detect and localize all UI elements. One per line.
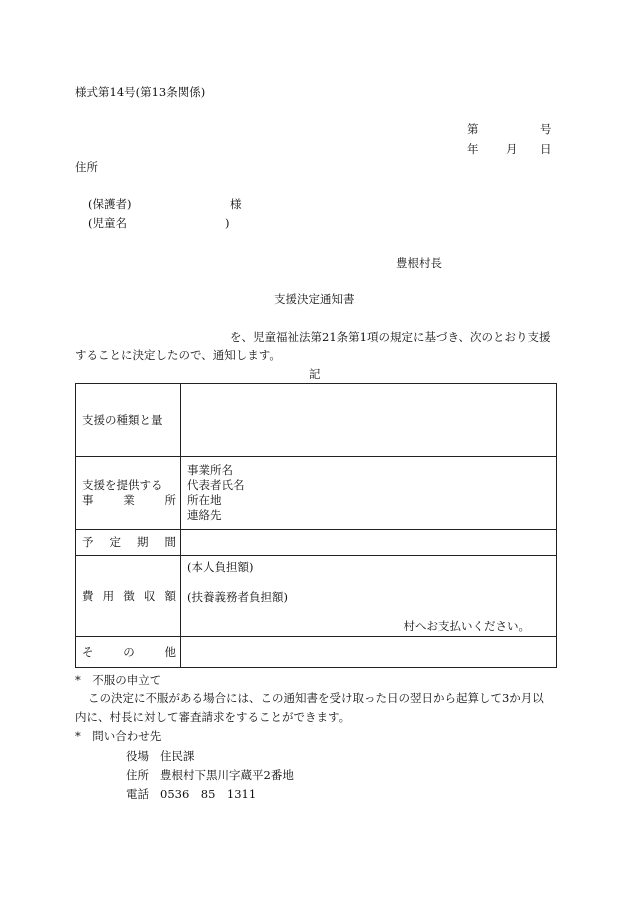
date-month: 月	[506, 142, 518, 156]
cost-row	[76, 556, 557, 637]
other-label-char: の	[123, 644, 135, 659]
guardian-label: (保護者)	[88, 197, 132, 211]
appeal-text-line1: この決定に不服がある場合には、この通知書を受け取った日の翌日から起算して3か月以	[88, 691, 544, 705]
cost-label-char: 収	[143, 588, 156, 603]
period-row	[76, 530, 557, 556]
cost-label	[82, 589, 180, 604]
other-label	[82, 645, 180, 660]
provider-field-name: 事業所名	[187, 463, 233, 477]
provider-row	[76, 457, 557, 530]
contact-office-value: 住民課	[160, 749, 195, 763]
other-label-char: そ	[82, 644, 94, 659]
issuer: 豊根村長	[396, 256, 442, 270]
other-value-cell	[181, 637, 557, 668]
provider-label-line1: 支援を提供する	[82, 478, 163, 493]
other-label-char: 他	[164, 644, 176, 659]
cost-support-label: (扶養義務者負担額)	[187, 590, 288, 604]
provider-label-line2	[82, 493, 180, 508]
cost-value-cell	[181, 556, 557, 637]
provider-label-char: 所	[164, 493, 176, 507]
other-row	[76, 637, 557, 668]
provider-label-cell	[76, 457, 181, 530]
support-kind-label: 支援の種類と量	[82, 412, 163, 427]
date-day: 日	[540, 142, 552, 156]
address-label: 住所	[75, 160, 98, 174]
contact-office-label: 役場	[126, 749, 149, 763]
period-label-char: 間	[164, 535, 176, 550]
provider-label-char: 業	[123, 493, 135, 507]
appeal-heading: * 不服の申立て	[75, 673, 162, 687]
support-kind-row	[76, 384, 557, 457]
document-title: 支援決定通知書	[274, 292, 355, 306]
contact-phone-value: 0536 85 1311	[160, 787, 257, 801]
body-line-2: することに決定したので、通知します。	[75, 348, 281, 362]
period-label	[82, 535, 180, 550]
cost-label-char: 徴	[123, 588, 135, 603]
support-kind-label-cell	[76, 384, 181, 457]
date-year: 年	[467, 142, 479, 156]
period-label-char: 定	[109, 535, 121, 550]
honorific: 様	[230, 197, 242, 211]
contact-heading: * 問い合わせ先	[75, 729, 162, 743]
provider-label-char: 事	[82, 493, 94, 507]
period-label-cell	[76, 530, 181, 556]
cost-label-char: 用	[102, 588, 115, 603]
document-number-prefix: 第	[467, 122, 479, 136]
cost-label-char: 費	[82, 588, 94, 603]
contact-address-label: 住所	[126, 768, 149, 782]
document-number-suffix: 号	[540, 122, 552, 136]
cost-payment-note: 村へお支払いください。	[403, 619, 530, 633]
ki-mark: 記	[309, 367, 321, 381]
support-kind-value-cell	[181, 384, 557, 457]
cost-label-cell	[76, 556, 181, 637]
period-value-cell	[181, 530, 557, 556]
child-name-label: (児童名	[88, 216, 127, 230]
provider-value-cell	[181, 457, 557, 530]
provider-field-representative: 代表者氏名	[187, 478, 245, 492]
cost-label-char: 額	[164, 588, 176, 603]
form-number: 様式第14号(第13条関係)	[75, 85, 206, 99]
contact-phone-label: 電話	[126, 787, 149, 801]
provider-field-contact: 連絡先	[187, 508, 222, 522]
support-details-table	[75, 383, 557, 668]
cost-self-label: (本人負担額)	[187, 560, 254, 574]
period-label-char: 予	[82, 535, 94, 550]
child-name-close: )	[225, 216, 230, 230]
other-label-cell	[76, 637, 181, 668]
appeal-text-line2: 内に、村長に対して審査請求をすることができます。	[75, 710, 351, 724]
provider-field-location: 所在地	[187, 493, 222, 507]
contact-address-value: 豊根村下黒川字蔵平2番地	[160, 768, 294, 782]
body-line-1: を、児童福祉法第21条第1項の規定に基づき、次のとおり支援	[230, 330, 551, 344]
period-label-char: 期	[137, 535, 149, 550]
